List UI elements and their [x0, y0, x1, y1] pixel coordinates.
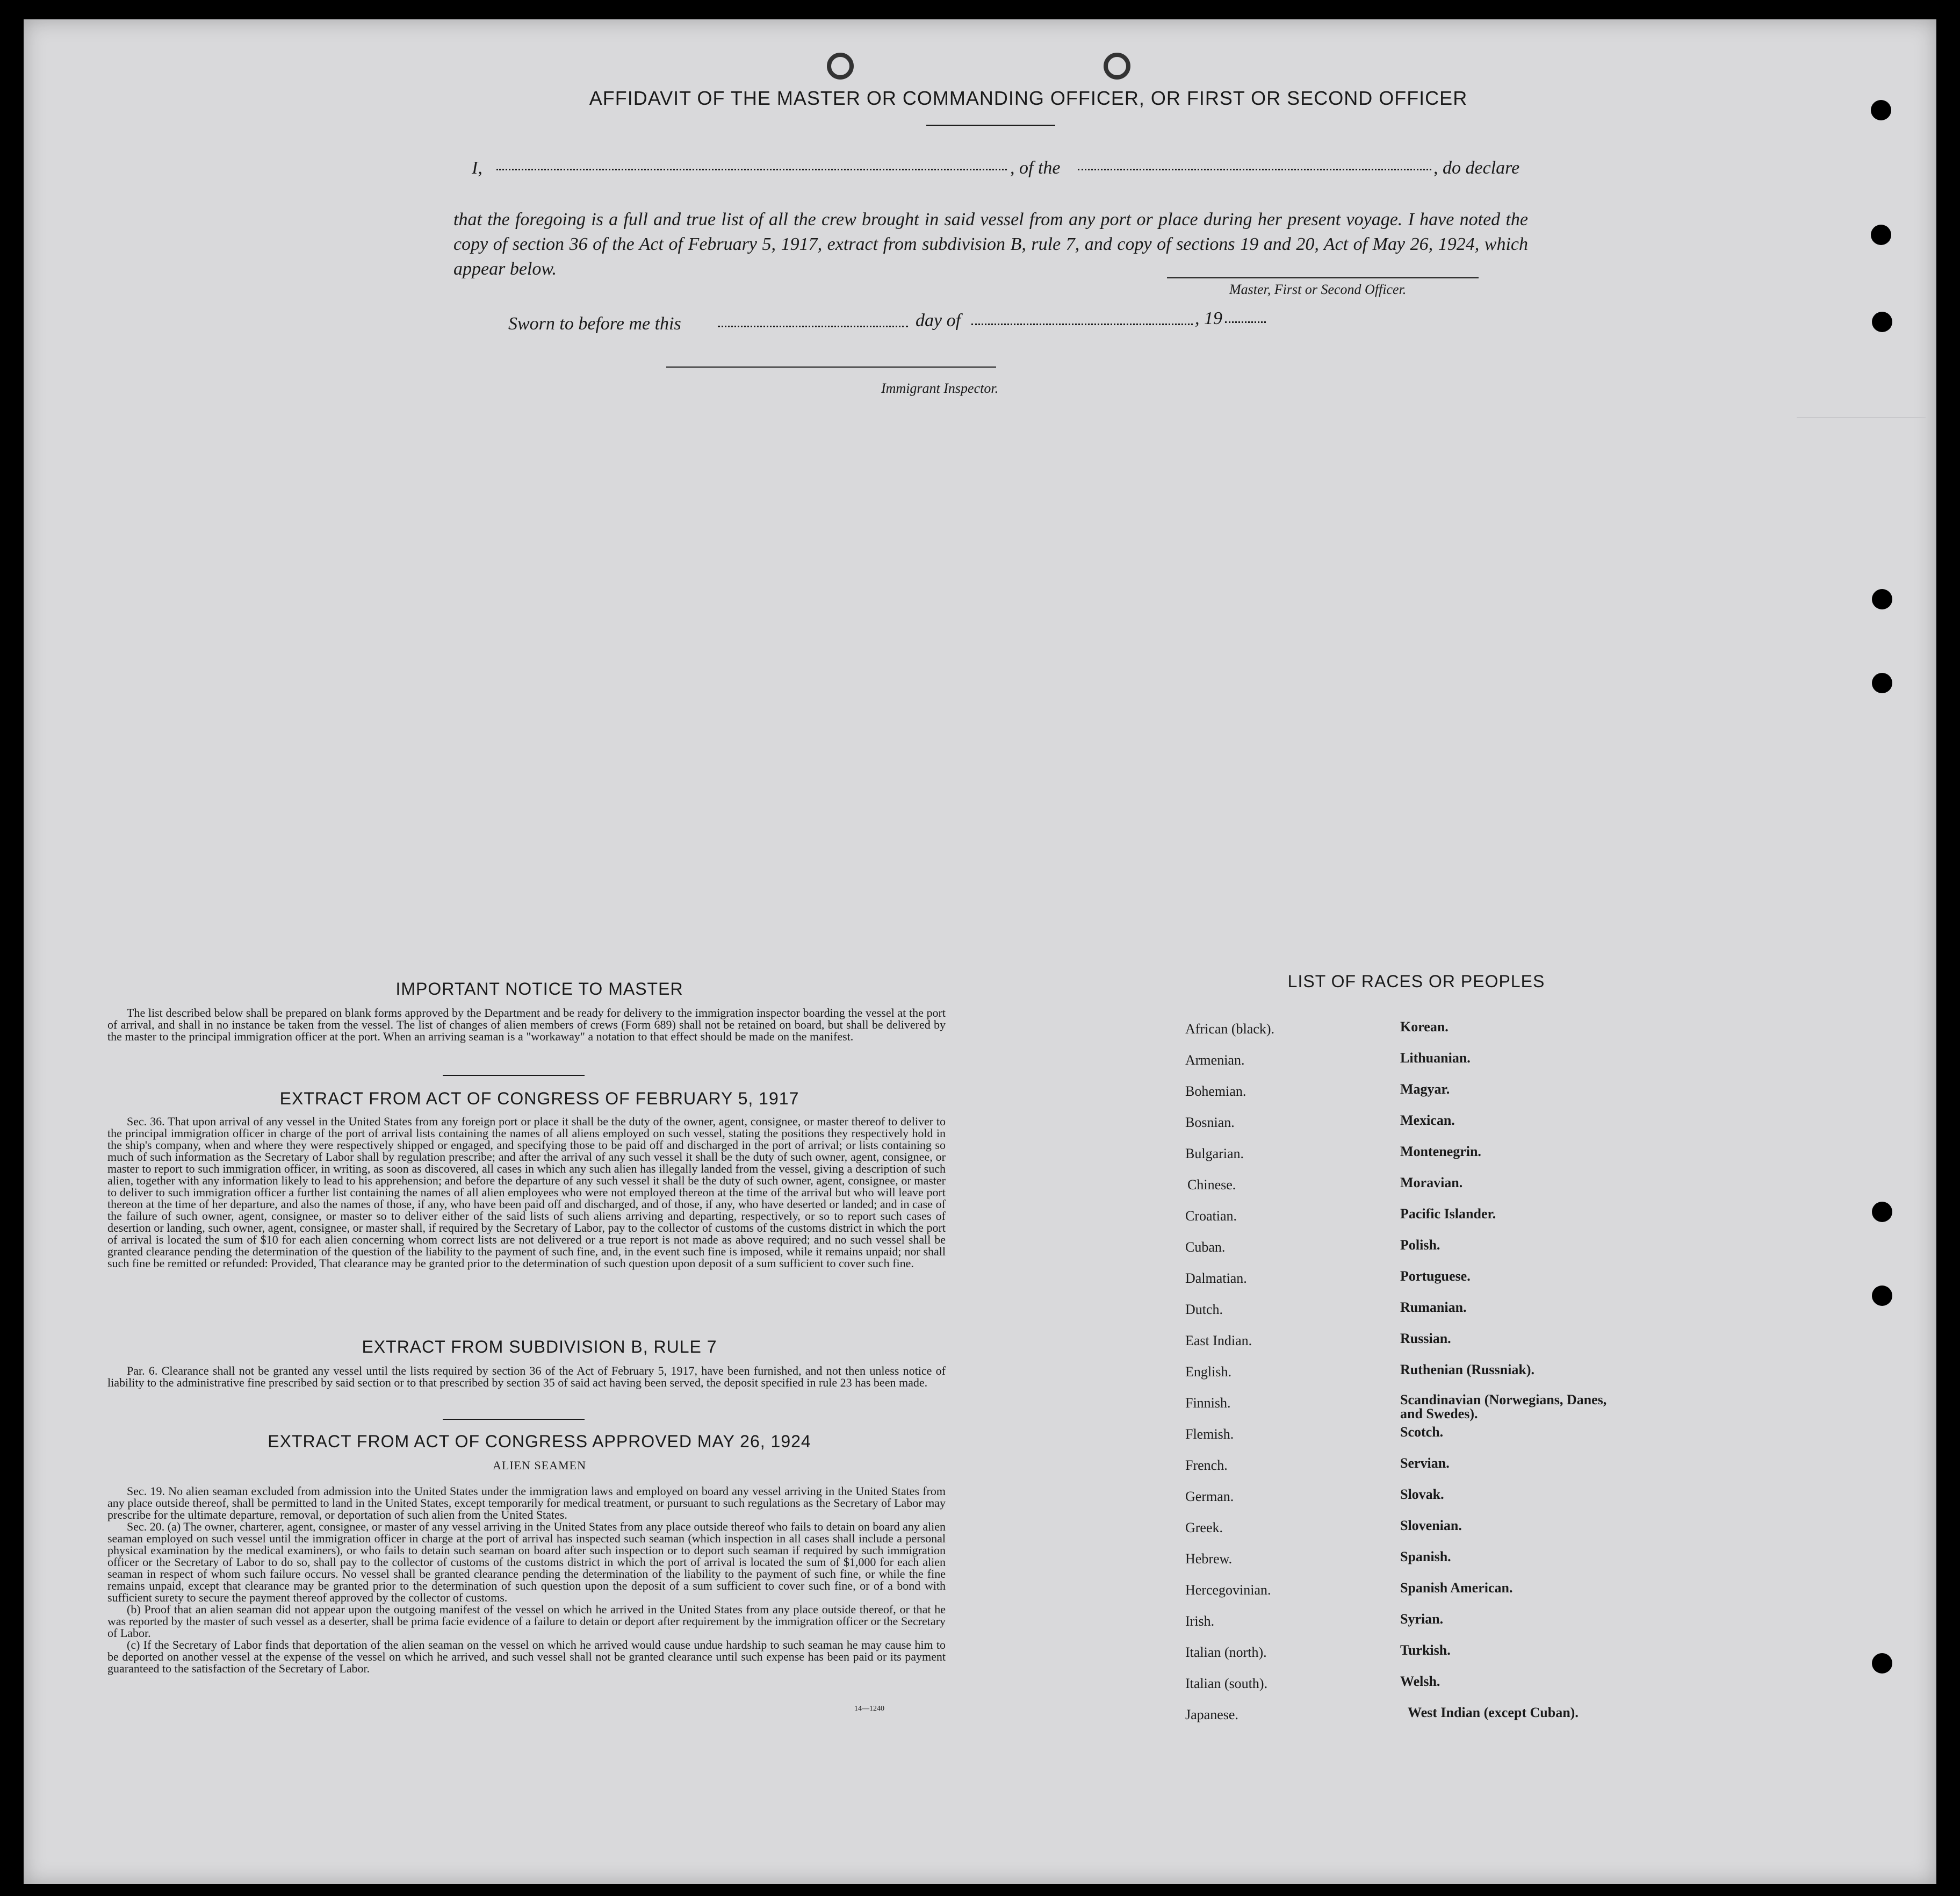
race-item: Ruthenian (Russniak). — [1400, 1362, 1534, 1377]
document-sheet — [24, 19, 1936, 1884]
race-item: German. — [1185, 1489, 1234, 1504]
alien-seamen-subtitle: ALIEN SEAMEN — [493, 1459, 586, 1472]
race-item: East Indian. — [1185, 1333, 1252, 1348]
affidavit-title: AFFIDAVIT OF THE MASTER OR COMMANDING OFFICER, OR FIRST OR SECOND OFFICER — [589, 87, 1468, 109]
year-text: , 19 — [1195, 308, 1222, 328]
race-item: French. — [1185, 1457, 1228, 1473]
race-item: Spanish American. — [1400, 1580, 1513, 1596]
affidavit-do-declare: , do declare — [1433, 158, 1520, 178]
notice-text — [107, 1007, 946, 1043]
sworn-year-blank[interactable] — [1225, 321, 1266, 323]
race-item: Dalmatian. — [1185, 1270, 1247, 1286]
race-item: Scandinavian (Norwegians, Danes, and Swedes). — [1400, 1392, 1607, 1421]
race-item: Hebrew. — [1185, 1551, 1233, 1567]
race-item: Italian (north). — [1185, 1644, 1267, 1660]
binder-ring-icon — [827, 53, 854, 80]
sworn-text: Sworn to before me this — [508, 314, 681, 334]
races-title: LIST OF RACES OR PEOPLES — [1287, 972, 1545, 991]
punch-hole-icon — [1871, 100, 1891, 120]
section-divider — [443, 1075, 585, 1076]
day-of-text: day of — [916, 311, 961, 331]
punch-hole-icon — [1872, 673, 1892, 693]
race-item: Turkish. — [1400, 1642, 1451, 1658]
race-item: African (black). — [1185, 1021, 1275, 1037]
extract-1924-title: EXTRACT FROM ACT OF CONGRESS APPROVED MAY 26, 1924 — [268, 1432, 811, 1451]
rule-7-text — [107, 1365, 946, 1389]
race-item: Bulgarian. — [1185, 1146, 1244, 1161]
race-item: Irish. — [1185, 1613, 1215, 1629]
race-item: Finnish. — [1185, 1395, 1231, 1411]
sworn-day-blank[interactable] — [718, 326, 908, 327]
master-signature-caption: Master, First or Second Officer. — [1229, 282, 1407, 297]
rule-7-title: EXTRACT FROM SUBDIVISION B, RULE 7 — [362, 1337, 717, 1356]
race-item: Japanese. — [1185, 1707, 1238, 1722]
race-item: Moravian. — [1400, 1175, 1463, 1190]
race-item: Spanish. — [1400, 1549, 1451, 1564]
sec-19-paragraph: Sec. 19. No alien seaman excluded from admission into the United States under the immigration laws and employed on board any vessel arriving in the United States from any place outside thereof, shall be permitted to land in the United States, except temporarily for medical treatment, or pursuant to such regulations as the Secretary of Labor may prescribe for the ultimate departure, removal, or deportation of such alien from the United States. — [107, 1484, 946, 1521]
race-item: Hercegovinian. — [1185, 1582, 1271, 1598]
punch-hole-icon — [1872, 589, 1892, 609]
extract-1917-text — [107, 1116, 946, 1269]
par-6-paragraph: Par. 6. Clearance shall not be granted any vessel until the lists required by section 36 of the Act of February 5, 1917, have been furnished, and not then unless notice of liability to the administrative fine prescribed by said section or to that prescribed by section 35 of said act having been served, the deposit specified in rule 23 has been made. — [107, 1364, 946, 1389]
notice-title: IMPORTANT NOTICE TO MASTER — [395, 979, 683, 999]
form-number: 14—1240 — [854, 1705, 884, 1713]
punch-hole-icon — [1871, 225, 1891, 245]
race-item: Polish. — [1400, 1237, 1440, 1253]
race-item: Greek. — [1185, 1520, 1223, 1535]
race-item: Flemish. — [1185, 1426, 1234, 1442]
race-item: Mexican. — [1400, 1112, 1455, 1128]
sec-20c-paragraph: (c) If the Secretary of Labor finds that deportation of the alien seaman on the vessel on which he arrived would cause undue hardship to such seaman he may cause him to be deported on another vessel at the expense of the vessel on which he arrived, and such vessel shall not be granted clearance until such expense has been paid or its payment guaranteed to the satisfaction of the Secretary of Labor. — [107, 1638, 946, 1675]
punch-hole-icon — [1872, 1202, 1892, 1222]
affidavit-statement: that the foregoing is a full and true list of all the crew brought in said vessel from any port or place during her present voyage. I have noted the copy of section 36 of the Act of February 5, 1917, extract from subdivision B, rule 7, and copy of sections 19 and 20, Act of May 26, 1924, which appear below. — [453, 210, 1528, 279]
race-item: Portuguese. — [1400, 1268, 1471, 1284]
race-item: Rumanian. — [1400, 1299, 1467, 1315]
punch-hole-icon — [1872, 1653, 1892, 1674]
race-item: Slovenian. — [1400, 1518, 1462, 1533]
race-item: Russian. — [1400, 1331, 1451, 1346]
race-item: English. — [1185, 1364, 1231, 1380]
race-item: Bohemian. — [1185, 1083, 1246, 1099]
master-signature-line[interactable] — [1167, 277, 1479, 278]
race-item: Welsh. — [1400, 1674, 1440, 1689]
sworn-month-blank[interactable] — [971, 324, 1193, 325]
race-item: Pacific Islander. — [1400, 1206, 1496, 1222]
extract-1917-title: EXTRACT FROM ACT OF CONGRESS OF FEBRUARY 5, 1917 — [279, 1089, 799, 1108]
affidavit-i: I, — [472, 158, 482, 178]
punch-hole-icon — [1872, 1285, 1892, 1306]
race-item: Lithuanian. — [1400, 1050, 1471, 1066]
race-item: Servian. — [1400, 1455, 1450, 1471]
name-blank[interactable] — [496, 169, 1007, 170]
race-item: Syrian. — [1400, 1611, 1444, 1627]
race-item: Armenian. — [1185, 1052, 1245, 1068]
race-item: Scotch. — [1400, 1424, 1444, 1440]
race-item: West Indian (except Cuban). — [1408, 1705, 1579, 1720]
punch-hole-icon — [1872, 312, 1892, 332]
race-item: Cuban. — [1185, 1239, 1226, 1255]
inspector-signature-caption: Immigrant Inspector. — [881, 380, 999, 396]
notice-paragraph: The list described below shall be prepared on blank forms approved by the Department and be ready for delivery to the immigration inspector boarding the vessel at the port of arrival, and shall in no instance be taken from the vessel. The list of changes of alien members of crews (Form 689) shall not be retained on board, but shall be delivered by the master to the principal immigration officer at the port. When an arriving seaman is a "workaway" a notation to that effect should be made on the manifest. — [107, 1006, 946, 1043]
binder-ring-icon — [1104, 53, 1130, 80]
extract-1924-text — [107, 1485, 946, 1675]
sec-20b-paragraph: (b) Proof that an alien seaman did not appear upon the outgoing manifest of the vessel on which he arrived in the United States from any place outside thereof, or that he was reported by the master of such vessel as a deserter, shall be prima facie evidence of a failure to detain or deport after requirement by the immigration officer or the Secretary of Labor. — [107, 1603, 946, 1640]
race-item: Dutch. — [1185, 1302, 1223, 1317]
race-item: Magyar. — [1400, 1081, 1450, 1097]
affidavit-of-the: , of the — [1010, 158, 1061, 178]
race-item: Korean. — [1400, 1019, 1449, 1035]
section-divider — [443, 1419, 585, 1420]
race-item: Italian (south). — [1185, 1676, 1268, 1691]
title-underline — [926, 125, 1055, 126]
race-item: Montenegrin. — [1400, 1144, 1481, 1159]
race-item: Croatian. — [1185, 1208, 1237, 1224]
race-item: Slovak. — [1400, 1486, 1444, 1502]
sec-20a-paragraph: Sec. 20. (a) The owner, charterer, agent, consignee, or master of any vessel arriving in the United States from any place outside thereof who fails to detain on board any alien seaman employed on such vessel until the immigration officer in charge at the port of arrival has inspected such seaman (which inspection in all cases shall include a personal physical examination by the medical examiners), or who fails to detain such seaman on board after such inspection or to deport such seaman if required by such immigration officer or the Secretary of Labor to do so, shall pay to the collector of customs of the customs district in which the port of arrival is located the sum of $1,000 for each alien seaman in respect of whom such failure occurs. No vessel shall be granted clearance pending the determination of the liability to the payment of such fine, or while the fine remains unpaid, except that clearance may be granted prior to the determination of such question upon the deposit of a sum sufficient to cover such fine, or of a bond with sufficient surety to secure the payment thereof approved by the collector of customs. — [107, 1520, 946, 1604]
vessel-blank[interactable] — [1078, 169, 1431, 170]
race-item: Chinese. — [1187, 1177, 1236, 1193]
race-item: Bosnian. — [1185, 1115, 1235, 1130]
inspector-signature-line[interactable] — [666, 367, 996, 368]
sec-36-paragraph: Sec. 36. That upon arrival of any vessel in the United States from any foreign port or place it shall be the duty of the owner, agent, consignee, or master thereof to deliver to the principal immigration officer in charge of the port of arrival lists containing the names of all aliens employed on such vessel, stating the positions they respectively hold in the ship's company, when and where they were respectively shipped or engaged, and specifying those to be paid off and discharged in the port of arrival; or lists containing so much of such information as the Secretary of Labor shall by regulation prescribe; and after the arrival of any such vessel it shall be the duty of such owner, agent, consignee, or master to report to such immigration officer, in writing, as soon as discovered, all cases in which any such alien has illegally landed from the vessel, giving a description of such alien, together with any information likely to lead to his apprehension; and before the departure of any such vessel it shall be the duty of such owner, agent, consignee, or master to deliver to such immigration officer a further list containing the names of all alien employees who were not employed thereon at the time of the arrival but who will leave port thereon at the time of her departure, and also the names of those, if any, who have been paid off and discharged, and of those, if any, who have deserted or landed; and in case of the failure of such owner, agent, consignee, or master so to deliver either of the said lists of such aliens arriving and departing, respectively, or so to report such cases of desertion or landing, such owner, agent, consignee, or master shall, if required by the Secretary of Labor, pay to the collector of customs of the customs district in which the port of arrival is located the sum of $10 for each alien concerning whom correct lists are not delivered or a true report is not made as above required; and no such vessel shall be granted clearance pending the determination of the question of the liability to the payment of such fine, and, in the event such fine is imposed, while it remains unpaid; nor shall such fine be remitted or refunded: Provided, That clearance may be granted prior to the determination of such question upon deposit of a sum sufficient to cover such fine. — [107, 1115, 946, 1270]
